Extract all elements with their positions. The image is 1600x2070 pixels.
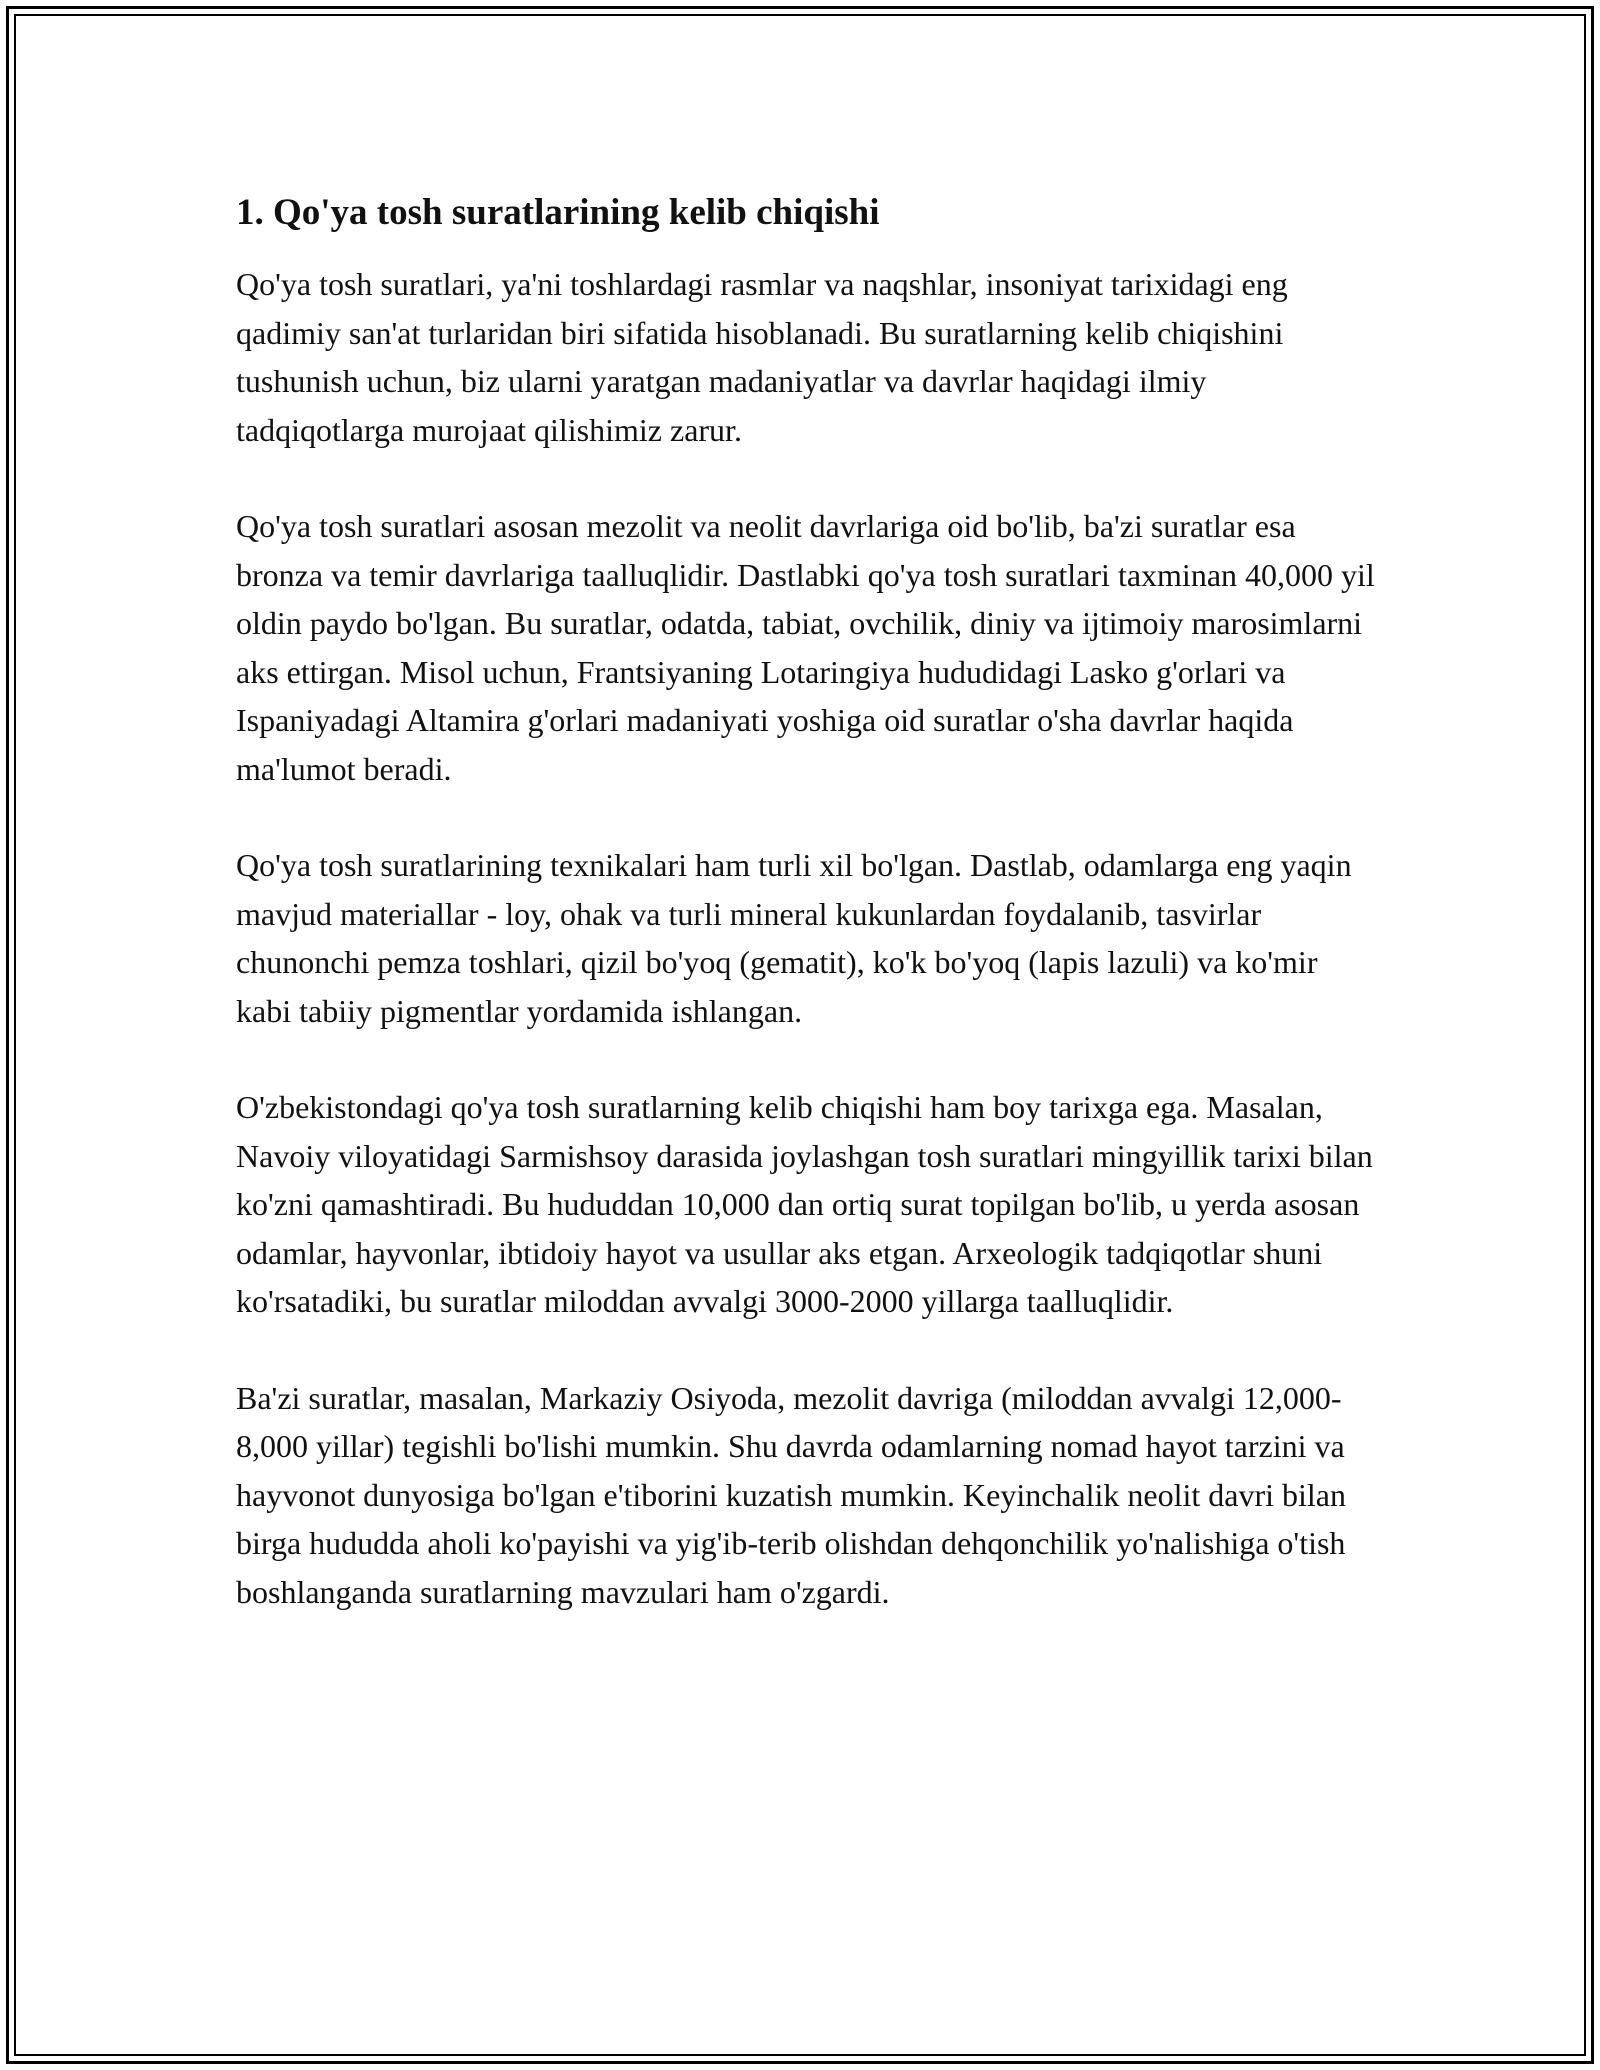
paragraph-5: Ba'zi suratlar, masalan, Markaziy Osiyoda, mezolit davriga (miloddan avvalgi 12,000-8,000 yillar) tegishli bo'lishi mumkin. Shu davrda odamlarning nomad hayot tarzini va hayvonot dunyosiga bo'lgan e'tiborini kuzatish mumkin. Keyinchalik neolit davri bilan birga hududda aholi ko'payishi va yig'ib-terib olishdan dehqonchilik yo'nalishiga o'tish boshlanganda suratlarning mavzulari ham o'zgardi. [236, 1379, 1346, 1610]
paragraph-1: Qo'ya tosh suratlari, ya'ni toshlardagi rasmlar va naqshlar, insoniyat tarixidagi eng qadimiy san'at turlaridan biri sifatida hisoblanadi. Bu suratlarning kelib chiqishini tushunish uchun, biz ularni yaratgan madaniyatlar va davrlar haqidagi ilmiy tadqiqotlarga murojaat qilishimiz zarur. [236, 266, 1288, 448]
section-title: 1. Qo'ya tosh suratlarining kelib chiqishi [236, 192, 880, 233]
document-body [236, 188, 1376, 1664]
paragraph-3: Qo'ya tosh suratlarining texnikalari ham turli xil bo'lgan. Dastlab, odamlarga eng yaqin mavjud materiallar - loy, ohak va turli mineral kukunlardan foydalanib, tasvirlar chunonchi pemza toshlari, qizil bo'yoq (gematit), ko'k bo'yoq (lapis lazuli) va ko'mir kabi tabiiy pigmentlar yordamida ishlangan. [236, 847, 1352, 1029]
paragraph-4: O'zbekistondagi qo'ya tosh suratlarning kelib chiqishi ham boy tarixga ega. Masalan, Navoiy viloyatidagi Sarmishsoy darasida joylashgan tosh suratlari mingyillik tarixi bilan ko'zni qamashtiradi. Bu hududdan 10,000 dan ortiq surat topilgan bo'lib, u yerda asosan odamlar, hayvonlar, ibtidoiy hayot va usullar aks etgan. Arxeologik tadqiqotlar shuni ko'rsatadiki, bu suratlar miloddan avvalgi 3000-2000 yillarga taalluqlidir. [236, 1089, 1373, 1319]
paragraph-2: Qo'ya tosh suratlari asosan mezolit va neolit davrlariga oid bo'lib, ba'zi suratlar esa bronza va temir davrlariga taalluqlidir. Dastlabki qo'ya tosh suratlari taxminan 40,000 yil oldin paydo bo'lgan. Bu suratlar, odatda, tabiat, ovchilik, diniy va ijtimoiy marosimlarni aks ettirgan. Misol uchun, Frantsiyaning Lotaringiya hududidagi Lasko g'orlari va Ispaniyadagi Altamira g'orlari madaniyati yoshiga oid suratlar o'sha davrlar haqida ma'lumot beradi. [236, 508, 1375, 787]
